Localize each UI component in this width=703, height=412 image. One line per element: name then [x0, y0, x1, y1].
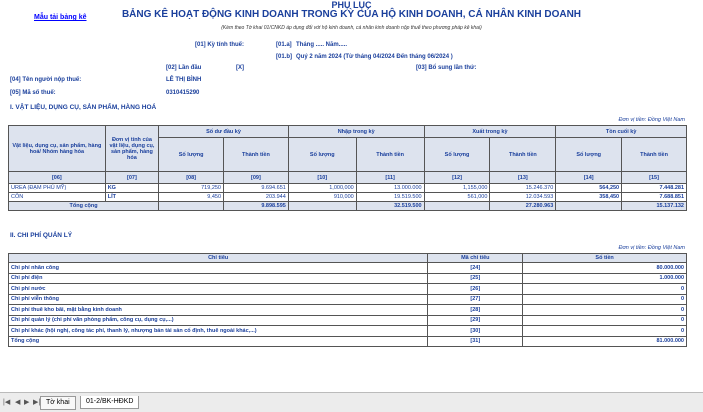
- opening-amount[interactable]: 9.694.651: [224, 184, 289, 193]
- expense-code: [25]: [428, 273, 523, 284]
- total-empty: [159, 202, 224, 211]
- closing-qty: 358,450: [556, 193, 622, 202]
- export-qty[interactable]: 1,155,000: [424, 184, 490, 193]
- first-time-label: [02] Lần đầu: [166, 65, 202, 71]
- closing-amount: 7.448.281: [622, 184, 687, 193]
- next-sheet-icon[interactable]: ▶: [24, 399, 30, 406]
- col-amount-header: Thành tiền: [356, 138, 424, 172]
- code-13: [13]: [490, 172, 556, 184]
- opening-qty[interactable]: 719,250: [159, 184, 224, 193]
- import-amount[interactable]: 13.000.000: [356, 184, 424, 193]
- col-import-header: Nhập trong kỳ: [288, 126, 424, 138]
- expense-label: Chi phí quản lý (chi phí văn phòng phẩm, công cụ, dụng cụ,...): [9, 315, 428, 326]
- col-qty-header: Số lượng: [556, 138, 622, 172]
- table-row: [9, 326, 687, 337]
- col-item-header: Vật liệu, dụng cụ, sản phẩm, hàng hoá/ Nhóm hàng hóa: [9, 126, 106, 172]
- opening-amount[interactable]: 203.944: [224, 193, 289, 202]
- taxpayer-value[interactable]: LÊ THỊ BÌNH: [166, 77, 202, 83]
- period-b-code: [01.b]: [276, 54, 293, 60]
- code-11: [11]: [356, 172, 424, 184]
- expense-amount[interactable]: 0: [523, 294, 687, 305]
- col-qty-header: Số lượng: [424, 138, 490, 172]
- import-amount[interactable]: 19.519.500: [356, 193, 424, 202]
- table-row: [9, 294, 687, 305]
- sample-template-link[interactable]: Mẫu tải bảng kê: [34, 14, 87, 21]
- col-opening-header: Số dư đầu kỳ: [159, 126, 289, 138]
- total-export-amount: 27.280.963: [490, 202, 556, 211]
- table-row: [9, 305, 687, 316]
- expense-label: Chi phí thuê kho bãi, mặt bằng kinh doanh: [9, 305, 428, 316]
- expense-code: [30]: [428, 326, 523, 337]
- expense-code: [26]: [428, 284, 523, 295]
- col-expense-code-header: Mã chỉ tiêu: [428, 254, 523, 263]
- import-qty[interactable]: 1,000,000: [288, 184, 356, 193]
- col-expense-item-header: Chỉ tiêu: [9, 254, 428, 263]
- closing-amount: 7.688.851: [622, 193, 687, 202]
- tab-to-khai[interactable]: Tờ khai: [40, 396, 76, 410]
- item-uom[interactable]: KG: [105, 184, 158, 193]
- taxpayer-label: [04] Tên người nộp thuế:: [10, 77, 82, 83]
- total-empty: [424, 202, 490, 211]
- inventory-table: [8, 125, 687, 211]
- form-subtitle: (Kèm theo Tờ khai 01/CNKD áp dụng đối với hộ kinh doanh, cá nhân kinh doanh nộp thuế theo phương pháp kê khai): [221, 25, 482, 31]
- expense-total-amount: 81.000.000: [523, 336, 687, 347]
- code-14: [14]: [556, 172, 622, 184]
- col-qty-header: Số lượng: [159, 138, 224, 172]
- table-row: [9, 336, 687, 347]
- total-closing-amount: 15.137.132: [622, 202, 687, 211]
- col-closing-header: Tồn cuối kỳ: [556, 126, 687, 138]
- total-row: [9, 202, 687, 211]
- col-amount-header: Thành tiền: [622, 138, 687, 172]
- export-amount[interactable]: 15.246.370: [490, 184, 556, 193]
- import-qty[interactable]: 910,000: [288, 193, 356, 202]
- expense-amount[interactable]: 80.000.000: [523, 263, 687, 274]
- expense-total-code: [31]: [428, 336, 523, 347]
- expense-code: [28]: [428, 305, 523, 316]
- closing-qty: 564,250: [556, 184, 622, 193]
- taxcode-label: [05] Mã số thuế:: [10, 90, 56, 96]
- table-row: [9, 193, 687, 202]
- section2-unit: Đơn vị tiền: Đồng Việt Nam: [618, 245, 685, 251]
- table-row: [9, 263, 687, 274]
- col-amount-header: Thành tiền: [224, 138, 289, 172]
- total-opening-amount: 9.898.595: [224, 202, 289, 211]
- item-name[interactable]: UREA (ĐẠM PHÚ MỸ): [9, 184, 106, 193]
- section1-title: I. VẬT LIỆU, DỤNG CỤ, SẢN PHẨM, HÀNG HOÁ: [10, 104, 157, 111]
- expense-label: Chi phí nhân công: [9, 263, 428, 274]
- expense-amount[interactable]: 0: [523, 305, 687, 316]
- form-title: BẢNG KÊ HOẠT ĐỘNG KINH DOANH TRONG KỲ CỦA HỘ KINH DOANH, CÁ NHÂN KINH DOANH: [121, 9, 582, 20]
- total-label: Tổng cộng: [9, 202, 159, 211]
- table-row: [9, 184, 687, 193]
- export-qty[interactable]: 561,000: [424, 193, 490, 202]
- expense-label: Chi phí viễn thông: [9, 294, 428, 305]
- expense-label: Chi phí điện: [9, 273, 428, 284]
- table-row: [9, 273, 687, 284]
- section2-title: II. CHI PHÍ QUẢN LÝ: [10, 232, 73, 239]
- col-uom-header: Đơn vị tính của vật liệu, dụng cụ, sản phẩm, hàng hóa: [105, 126, 158, 172]
- expense-label: Chi phí khác (hội nghị, công tác phí, thanh lý, nhượng bán tài sản cố định, thuê ngoài khác,...): [9, 326, 428, 337]
- item-name[interactable]: CÔN: [9, 193, 106, 202]
- code-09: [09]: [224, 172, 289, 184]
- tab-01-2-bk-hdkd[interactable]: 01-2/BK-HĐKD: [80, 396, 139, 409]
- table-row: [9, 315, 687, 326]
- code-15: [15]: [622, 172, 687, 184]
- expense-label: Chi phí nước: [9, 284, 428, 295]
- prev-sheet-icon[interactable]: ◀: [15, 399, 21, 406]
- period-a-value[interactable]: Tháng ..... Năm.....: [296, 42, 348, 48]
- expense-total-label: Tổng cộng: [9, 336, 428, 347]
- appendix-title: PHỤ LỤC: [331, 0, 372, 10]
- col-export-header: Xuất trong kỳ: [424, 126, 556, 138]
- period-a-code: [01.a]: [276, 42, 292, 48]
- expense-amount[interactable]: 0: [523, 315, 687, 326]
- opening-qty[interactable]: 9,450: [159, 193, 224, 202]
- expense-amount[interactable]: 0: [523, 284, 687, 295]
- code-08: [08]: [159, 172, 224, 184]
- total-empty: [288, 202, 356, 211]
- last-sheet-icon[interactable]: ▶|: [33, 399, 41, 406]
- expense-amount[interactable]: 0: [523, 326, 687, 337]
- period-label: [01] Kỳ tính thuế:: [195, 42, 244, 48]
- code-06: [06]: [9, 172, 106, 184]
- code-12: [12]: [424, 172, 490, 184]
- supplement-label: [03] Bổ sung lần thứ:: [416, 65, 477, 71]
- first-sheet-icon[interactable]: |◀: [3, 399, 11, 406]
- code-07: [07]: [105, 172, 158, 184]
- period-b-value[interactable]: Quý 2 năm 2024 (Từ tháng 04/2024 Đến tháng 06/2024 ): [296, 54, 453, 60]
- item-uom[interactable]: LÍT: [105, 193, 158, 202]
- expense-code: [29]: [428, 315, 523, 326]
- table-row: [9, 284, 687, 295]
- expense-table: [8, 253, 687, 347]
- expense-code: [27]: [428, 294, 523, 305]
- section1-unit: Đơn vị tiền: Đồng Việt Nam: [618, 117, 685, 123]
- col-qty-header: Số lượng: [288, 138, 356, 172]
- total-import-amount: 32.519.500: [356, 202, 424, 211]
- col-amount-header: Thành tiền: [490, 138, 556, 172]
- code-10: [10]: [288, 172, 356, 184]
- expense-code: [24]: [428, 263, 523, 274]
- first-time-checkbox[interactable]: [X]: [236, 65, 244, 71]
- export-amount[interactable]: 12.034.593: [490, 193, 556, 202]
- taxcode-value[interactable]: 0310415290: [166, 90, 200, 96]
- expense-amount[interactable]: 1.000.000: [523, 273, 687, 284]
- total-empty: [556, 202, 622, 211]
- col-expense-amount-header: Số tiền: [523, 254, 687, 263]
- sheet-tab-bar: [0, 392, 703, 412]
